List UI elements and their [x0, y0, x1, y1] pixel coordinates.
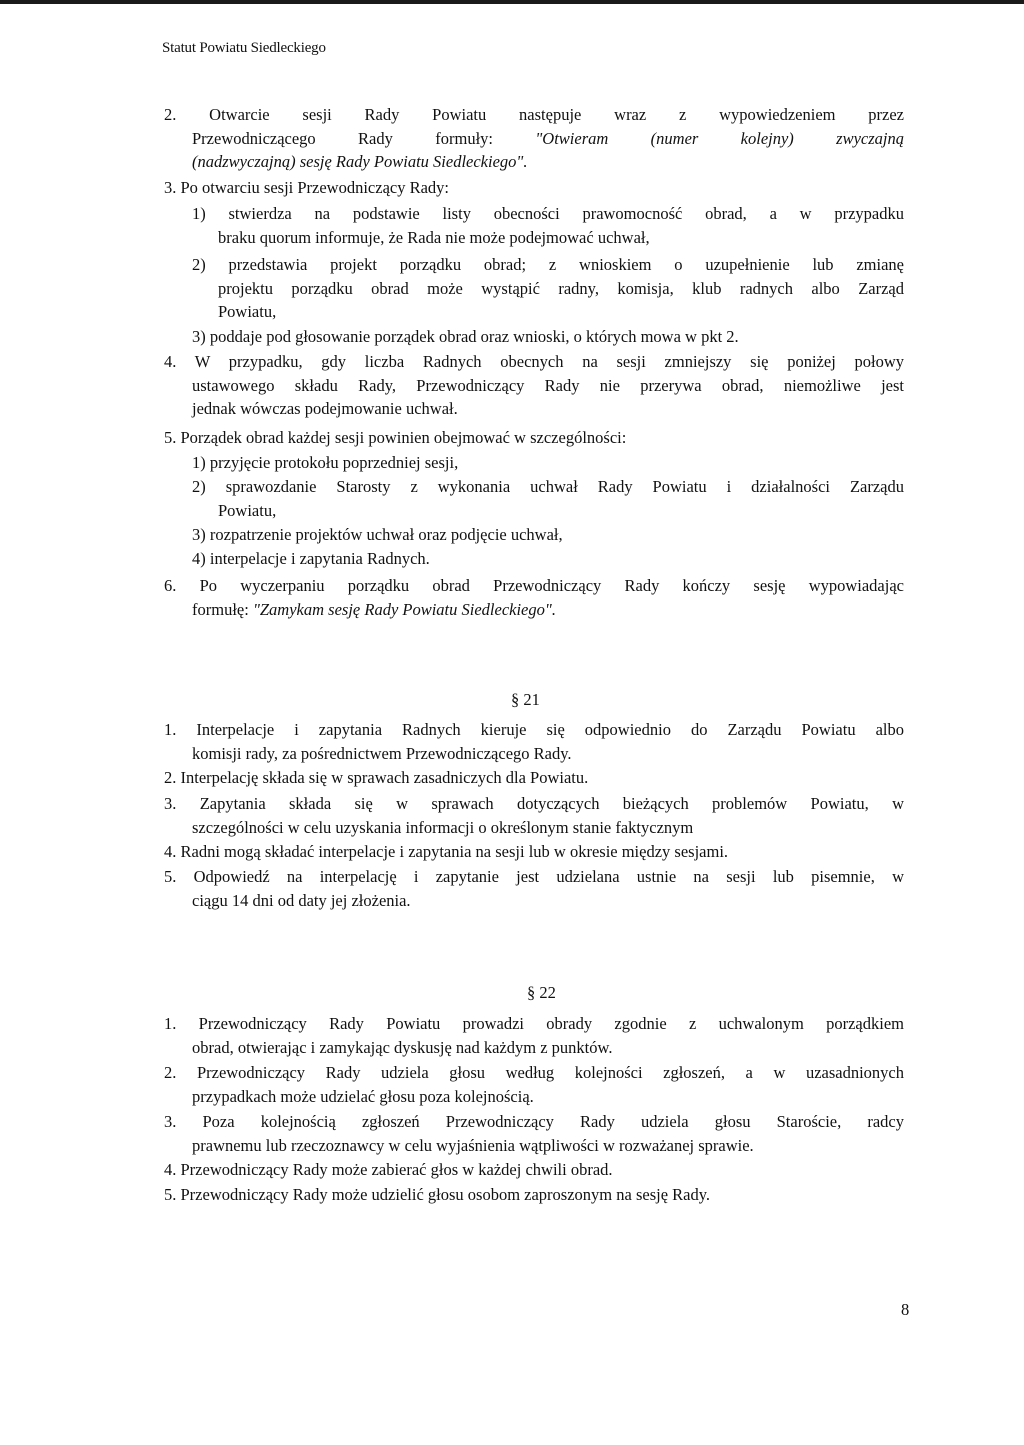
s22-line: przypadkach może udzielać głosu poza kolejnością.: [192, 1087, 534, 1106]
s22-item-4: [164, 1159, 613, 1180]
paragraph-3-item-2: [192, 254, 904, 275]
list-item-line: 3) rozpatrzenie projektów uchwał oraz podjęcie uchwał,: [192, 525, 563, 544]
s21-item-5: [164, 866, 904, 887]
formula-quote: "Otwieram (numer kolejny) zwyczajną: [535, 129, 904, 148]
list-item-line: 4) interpelacje i zapytania Radnych.: [192, 549, 430, 568]
paragraph-4-line: jednak wówczas podejmowanie uchwał.: [192, 399, 458, 418]
list-item-line: 1) stwierdza na podstawie listy obecności prawomocność obrad, a w przypadku: [192, 204, 904, 223]
s21-item-3-cont: [192, 817, 693, 838]
paragraph-5-item-2-cont: [218, 500, 276, 521]
s22-item-2-cont: [192, 1086, 534, 1107]
closing-formula: "Zamykam sesję Rady Powiatu Siedleckiego".: [252, 600, 556, 619]
paragraph-6-cont: [192, 599, 556, 620]
section-22-heading: § 22: [527, 983, 556, 1002]
s21-line: 4. Radni mogą składać interpelacje i zapytania na sesji lub w okresie między sesjami.: [164, 842, 729, 861]
s22-line: 2. Przewodniczący Rady udziela głosu według kolejności zgłoszeń, a w uzasadnionych: [164, 1063, 904, 1082]
paragraph-5-item-1: [192, 452, 458, 473]
scan-border: [0, 0, 1024, 4]
s22-item-2: [164, 1062, 904, 1083]
paragraph-3-intro: 3. Po otwarciu sesji Przewodniczący Rady:: [164, 178, 450, 197]
paragraph-5: [164, 427, 626, 448]
list-item-line: 2) przedstawia projekt porządku obrad; z wnioskiem o uzupełnienie lub zmianę: [192, 255, 904, 274]
running-header: Statut Powiatu Siedleckiego: [162, 40, 326, 56]
paragraph-3: [164, 177, 449, 198]
s21-line: komisji rady, za pośrednictwem Przewodniczącego Rady.: [192, 744, 572, 763]
paragraph-3-item-1-cont: [218, 227, 650, 248]
s21-item-5-cont: [192, 890, 411, 911]
paragraph-5-item-2: [192, 476, 904, 497]
paragraph-2: [164, 104, 904, 125]
s22-line: 1. Przewodniczący Rady Powiatu prowadzi obrady zgodnie z uchwalonym porządkiem: [164, 1014, 904, 1033]
paragraph-2-line: 2. Otwarcie sesji Rady Powiatu następuje wraz z wypowiedzeniem przez: [164, 105, 904, 124]
list-item-line: Powiatu,: [218, 302, 277, 321]
s21-item-4: [164, 841, 728, 862]
s22-item-3: [164, 1111, 904, 1132]
formula-intro: Przewodniczącego Rady formuły:: [192, 129, 536, 148]
paragraph-2-formula: [192, 128, 904, 172]
s21-item-3: [164, 793, 904, 814]
s21-item-1-cont: [192, 743, 572, 764]
s22-line: 5. Przewodniczący Rady może udzielić głosu osobom zaproszonym na sesję Rady.: [164, 1185, 711, 1204]
s21-line: ciągu 14 dni od daty jej złożenia.: [192, 891, 411, 910]
page-number: 8: [901, 1300, 910, 1319]
paragraph-3-item-1: [192, 203, 904, 224]
s22-line: 4. Przewodniczący Rady może zabierać głos w każdej chwili obrad.: [164, 1160, 613, 1179]
s22-item-1: [164, 1013, 904, 1034]
s21-item-2: [164, 767, 588, 788]
list-item-line: projektu porządku obrad może wystąpić radny, komisja, klub radnych albo Zarząd: [218, 279, 904, 298]
list-item-line: Powiatu,: [218, 501, 277, 520]
paragraph-4-line: 4. W przypadku, gdy liczba Radnych obecnych na sesji zmniejszy się poniżej połowy: [164, 352, 904, 371]
s22-item-5: [164, 1184, 710, 1205]
s22-item-3-cont: [192, 1135, 754, 1156]
paragraph-2-line: [192, 128, 904, 149]
s21-line: 3. Zapytania składa się w sprawach dotyczących bieżących problemów Powiatu, w: [164, 794, 904, 813]
paragraph-6-line: 6. Po wyczerpaniu porządku obrad Przewodniczący Rady kończy sesję wypowiadając: [164, 576, 904, 595]
paragraph-4-line: ustawowego składu Rady, Przewodniczący Rady nie przerywa obrad, niemożliwe jest: [192, 376, 904, 395]
paragraph-6: [164, 575, 904, 596]
paragraph-3-item-3: [192, 326, 739, 347]
paragraph-3-item-2-cont: [218, 278, 904, 322]
s21-item-1: [164, 719, 904, 740]
paragraph-4-cont: [192, 375, 904, 419]
list-item-line: 3) poddaje pod głosowanie porządek obrad oraz wnioski, o których mowa w pkt 2.: [192, 327, 739, 346]
paragraph-5-item-3: [192, 524, 563, 545]
list-item-line: 2) sprawozdanie Starosty z wykonania uchwał Rady Powiatu i działalności Zarządu: [192, 477, 904, 496]
s21-line: 1. Interpelacje i zapytania Radnych kieruje się odpowiednio do Zarządu Powiatu albo: [164, 720, 904, 739]
s22-line: prawnemu lub rzeczoznawcy w celu wyjaśnienia wątpliwości w rozważanej sprawie.: [192, 1136, 754, 1155]
section-21-heading: § 21: [511, 690, 540, 709]
paragraph-4: [164, 351, 904, 372]
paragraph-5-intro: 5. Porządek obrad każdej sesji powinien obejmować w szczególności:: [164, 428, 627, 447]
list-item-line: 1) przyjęcie protokołu poprzedniej sesji,: [192, 453, 459, 472]
s21-line: 5. Odpowiedź na interpelację i zapytanie jest udzielana ustnie na sesji lub pisemnie, w: [164, 867, 904, 886]
closing-intro: formułę:: [192, 600, 253, 619]
list-item-line: braku quorum informuje, że Rada nie może podejmować uchwał,: [218, 228, 650, 247]
s21-line: 2. Interpelację składa się w sprawach zasadniczych dla Powiatu.: [164, 768, 589, 787]
formula-quote-end: (nadzwyczajną) sesję Rady Powiatu Siedleckiego".: [192, 152, 528, 171]
s21-line: szczególności w celu uzyskania informacji o określonym stanie faktycznym: [192, 818, 694, 837]
s22-line: obrad, otwierając i zamykając dyskusję nad każdym z punktów.: [192, 1038, 613, 1057]
s22-item-1-cont: [192, 1037, 612, 1058]
s22-line: 3. Poza kolejnością zgłoszeń Przewodniczący Rady udziela głosu Staroście, radcy: [164, 1112, 904, 1131]
paragraph-5-item-4: [192, 548, 430, 569]
paragraph-6-line: [192, 599, 556, 620]
